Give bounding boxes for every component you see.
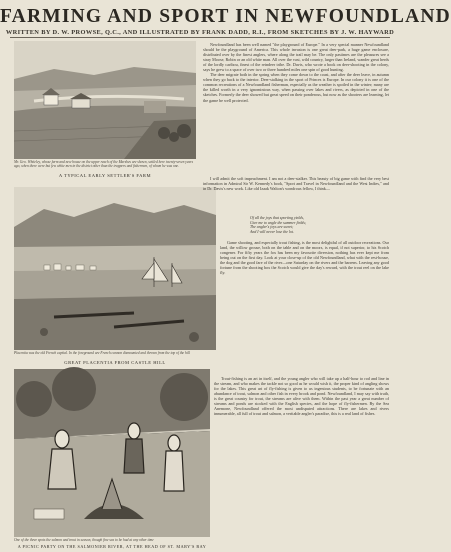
farm-caption: Mr. Geo. Whiteley, whose farm and new house on the upper reach of the Marshes are shown, settled here twenty-seven years ago, when there were but few white men in the district other than the trappers and fishermen, of whom he was one. xyxy=(14,160,194,169)
farm-illustration xyxy=(14,41,196,159)
farm-title: A TYPICAL EARLY SETTLER'S FARM xyxy=(58,173,152,178)
picnic-caption: One of the three spots the salmon and trout in season, though fine sea to be had at any other time xyxy=(14,538,154,542)
poem-quote: Of all the joys that sporting yields, Give me to angle the summer fields; The angler's joys are sweet; And I will never lose the lot. xyxy=(250,216,307,235)
article-paragraph: The deer migrate both in the spring when they come down to the coast, and after the deer leave, in autumn when they go back to the interior. Deer-stalking in the sport of Princes is Europe. In our colony it is one of the common recreations of a Newfoundland fisherman, especially as the weather is spoiled in the winter; many are the killed worth in a very ignominious way, when passing over lakes and rivers, as depicted in one of the sketches. Formerly the deer showed but great speed on their ponderous, but now as the shooters are learning, let the game be well protected. xyxy=(203,72,389,103)
article-column-right-bottom xyxy=(220,240,389,374)
byline: WRITTEN BY D. W. PROWSE, Q.C., AND ILLUSTRATED BY FRANK DADD, R.I., FROM SKETCHES BY J. W. HAYWARD xyxy=(5,29,395,36)
article-paragraph: Game shooting, and especially trout fishing, is the most delightful of all outdoor recreations. Our land, the willow grouse, both on the table and on the moors, is equal, if not superior, to his Scotch congener. For fifty years the fox has been my favourite diversion, nothing has ever kept me from being out on the first day. Look at your close-up of the old Newfoundland, what with the rest-house, the dog and the good fare of the river—one Saturday on the rivers and the barrens. Leaving any good fortune from the shooting box the Scotch would give the day's reward, with the trout reel on the lake fly. xyxy=(220,240,389,276)
placentia-title: GREAT PLACENTIA FROM CASTLE HILL xyxy=(64,360,166,365)
article-column-bottom xyxy=(214,376,389,546)
article-paragraph: Newfoundland has been well named "the playground of Europe." In a very special manner Newfoundland should be the playground of America. This whole invasion is one great deer-park, a huge game enclosure, distributed over by the finest anglers, where along the trail may be. The only pastimes are the pleasures see a stray Moose, Robin or an old white man. All over the vast, wild country, larger than Ireland, wander great herds of the lordly caribou, finest of the reindeer tribe. Dr. Davis, who wrote a book on deer-shooting in the colony, says he grew to a space of over two or three hundred miles one spin of good hunting. xyxy=(203,42,389,73)
article-column-right-lower xyxy=(203,176,389,214)
article-column-right-top xyxy=(203,42,389,174)
article-paragraph: Trout-fishing is an art in itself, and the young angler who will take up a half-hour to rod and line in the stream, and who makes the tackle not so good as he would wish it, the proper kind of angling shows for the lakes. This great art of fly-fishing is given to us ingenious students, to be fortunate with an abundance of trout, salmon and other fish in every brook and pond. Newfoundland, I may say with truth, is the great country for trout, the streams are alive with them. Within the past year a great number of streams and ponds are stocked with the English species, and the hope of fly-fishermen. By the Sea Anemone, Newfoundland offered the most undisputed attractions. There are lakes and rivers innumerable, all full of trout and salmon, a veritable angler's paradise, this is a real land of fishes. xyxy=(214,376,389,417)
picnic-illustration xyxy=(14,369,210,537)
placentia-illustration xyxy=(14,187,216,350)
article-paragraph: I will admit the soft impeachment. I am not a deer-stalker. This beauty of big game with find the very best information in Admiral Sir W. Kennedy's book, "Sport and Travel in Newfoundland and the West Indies," and in Dr. Davis's new work. Like old Izaak Walton's wondrous fellow, I think— xyxy=(203,176,389,192)
page-title: FARMING AND SPORT IN NEWFOUNDLAND xyxy=(0,6,451,27)
placentia-caption: Placentia was the old French capital. In the foreground are French cannon dismounted and thrown from the top of the hill xyxy=(14,351,190,355)
header-rule xyxy=(10,37,390,38)
picnic-title: A PICNIC PARTY ON THE SALMONIER RIVER, AT THE HEAD OF ST. MARY'S BAY xyxy=(17,544,207,549)
